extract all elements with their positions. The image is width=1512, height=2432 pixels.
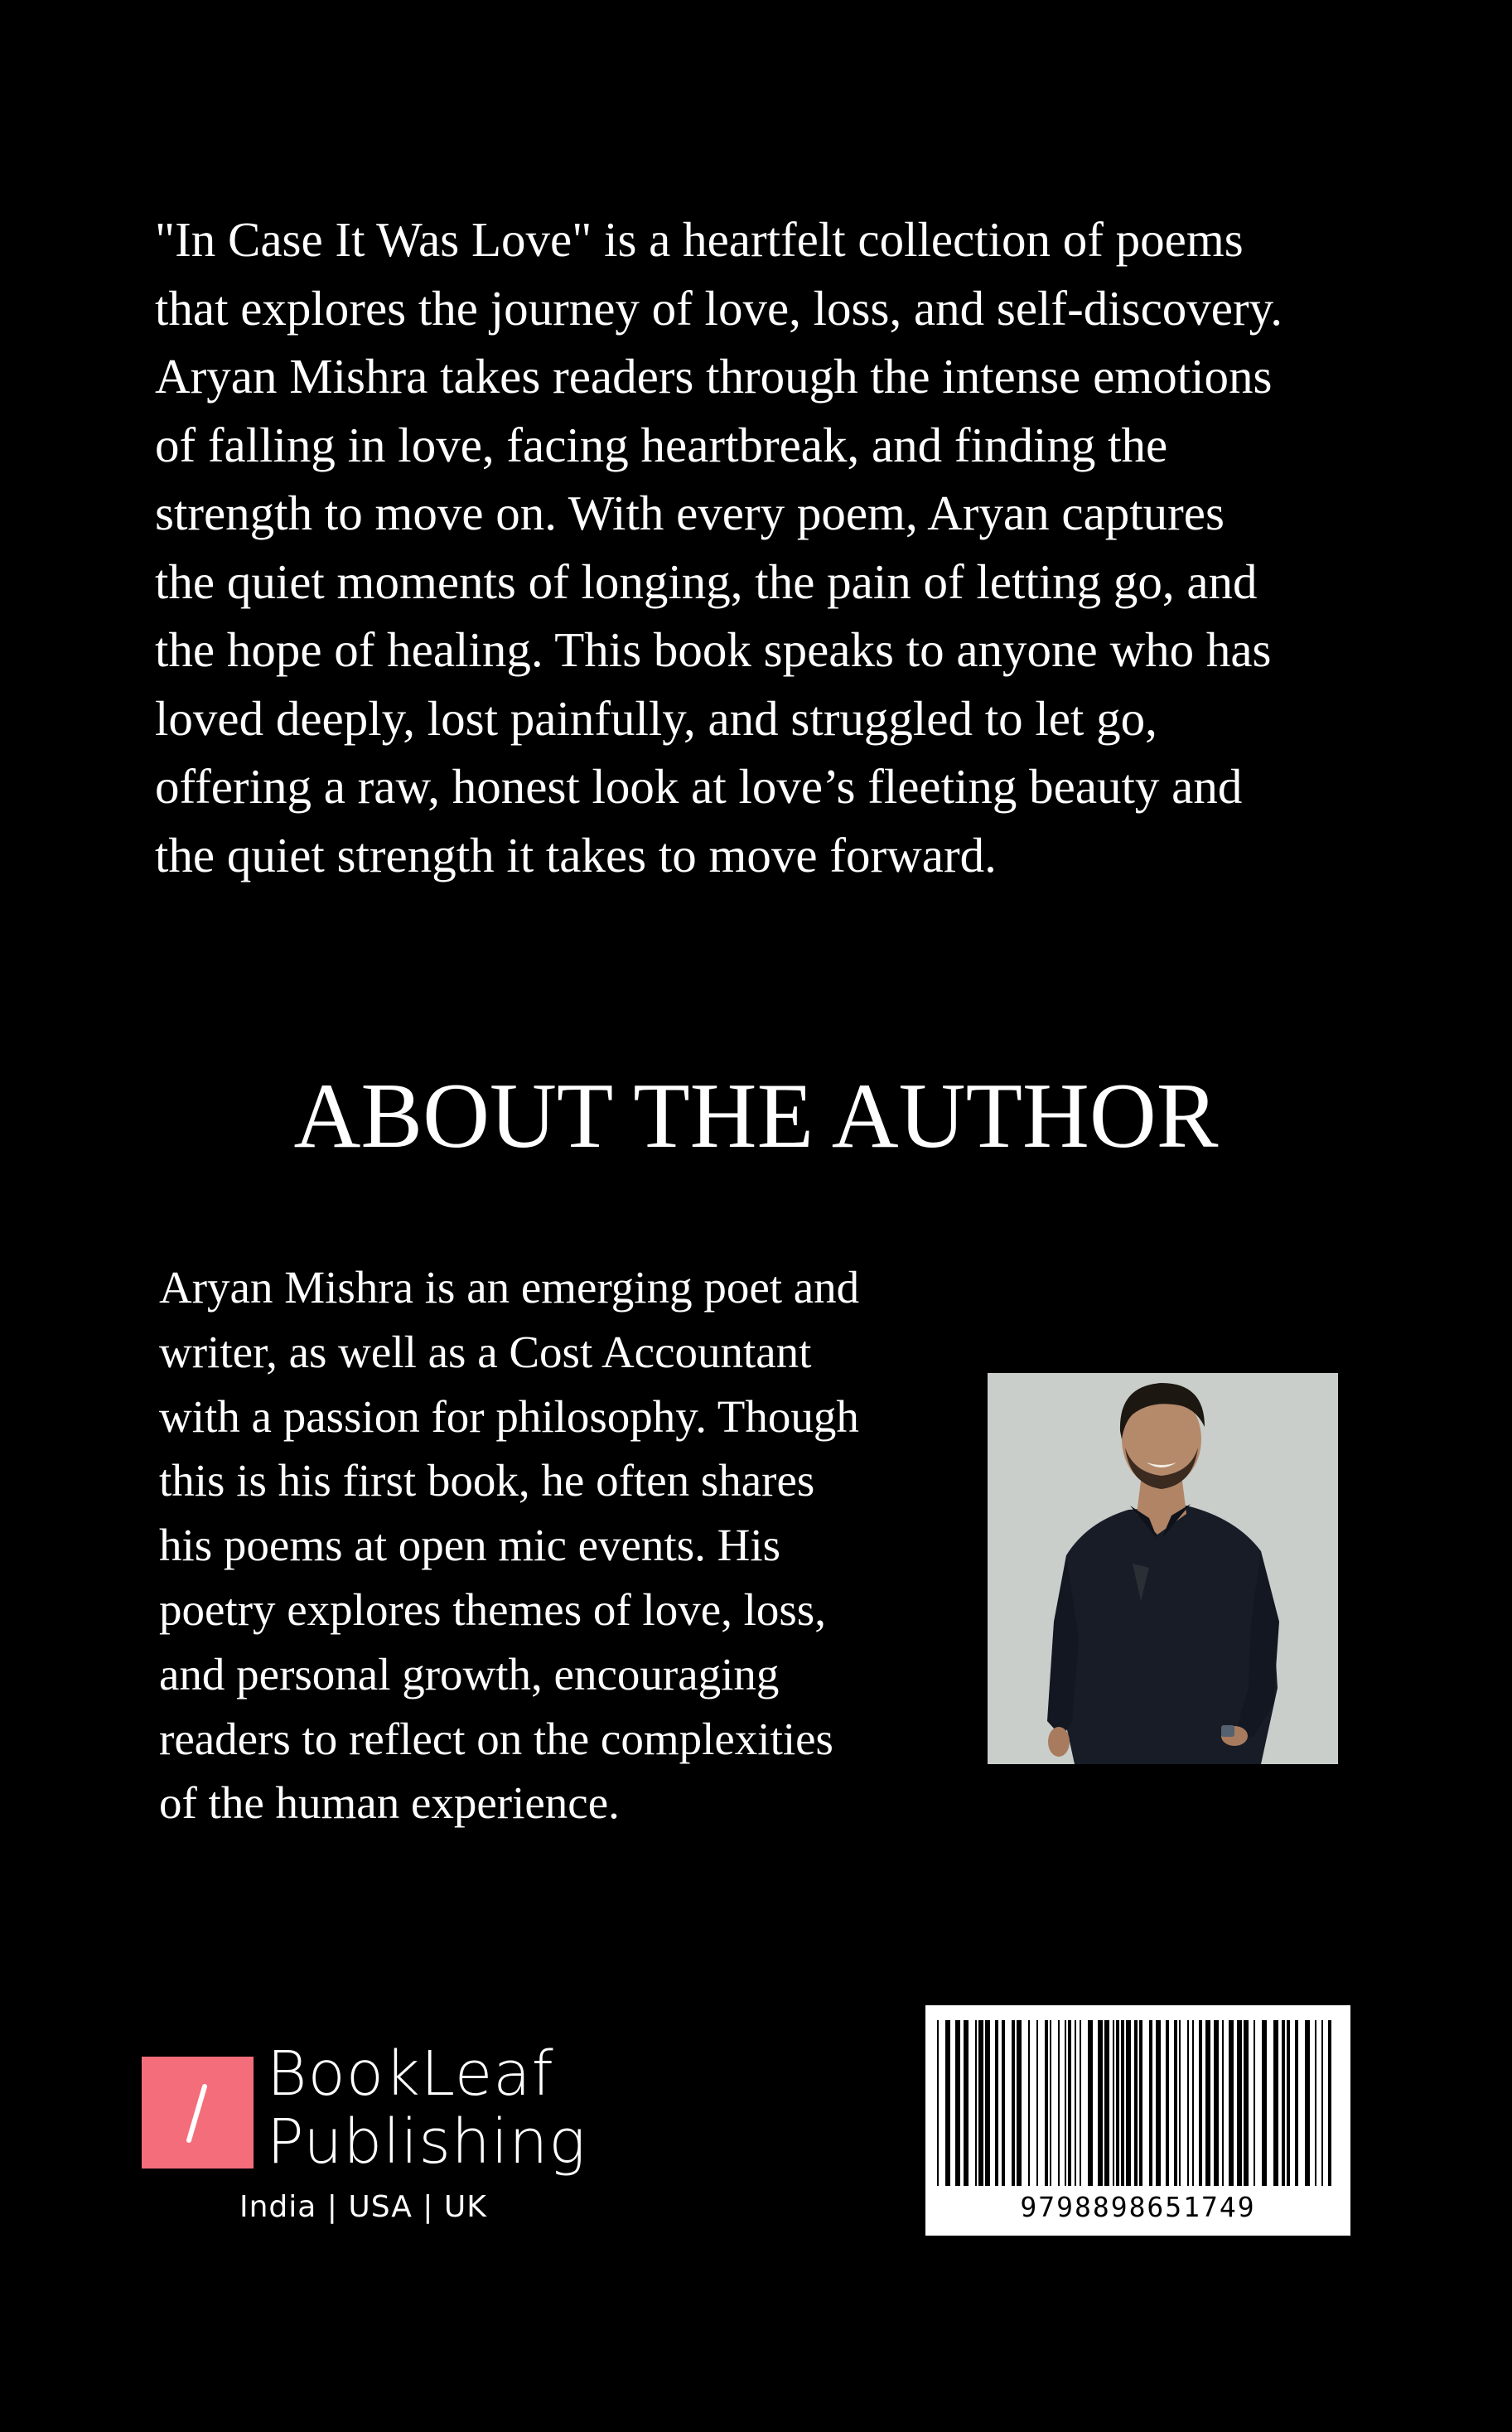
slash-icon — [142, 2057, 254, 2168]
barcode-bar — [1328, 2020, 1331, 2186]
barcode-bar — [1149, 2020, 1152, 2186]
bio-line: this is his first book, he often shares — [159, 1455, 815, 1506]
barcode-bar — [1199, 2020, 1202, 2186]
barcode-bar — [1244, 2020, 1249, 2186]
barcode-bar — [1058, 2020, 1060, 2186]
barcode-bar — [1113, 2020, 1114, 2186]
author-bio — [159, 1255, 954, 1835]
barcode-bar — [1080, 2020, 1081, 2186]
publisher-name — [267, 2040, 587, 2176]
barcode-bar — [1229, 2020, 1234, 2186]
barcode-bar — [1166, 2020, 1169, 2186]
about-author-heading: ABOUT THE AUTHOR — [293, 1065, 1219, 1168]
barcode-bar — [995, 2020, 998, 2186]
barcode-bar — [1121, 2020, 1124, 2186]
barcode-bar — [1126, 2020, 1131, 2186]
barcode-bar — [1065, 2020, 1066, 2186]
barcode-bar — [1104, 2020, 1109, 2186]
book-blurb — [155, 205, 1381, 889]
barcode-bar — [985, 2020, 990, 2186]
bookleaf-logo-icon — [142, 2057, 254, 2168]
barcode-bar — [1068, 2020, 1071, 2186]
barcode-bar — [1214, 2020, 1219, 2186]
barcode-bar — [1321, 2020, 1323, 2186]
author-photo — [988, 1373, 1338, 1764]
blurb-line: that explores the journey of love, loss, and self-discovery. — [155, 280, 1283, 336]
publisher-name-line2: Publishing — [267, 2106, 587, 2178]
barcode-bar — [945, 2020, 950, 2186]
barcode-bar — [1174, 2020, 1177, 2186]
barcode-bar — [1139, 2020, 1142, 2186]
barcode-bar — [1295, 2020, 1298, 2186]
barcode-bar — [1305, 2020, 1310, 2186]
bio-line: poetry explores themes of love, loss, — [159, 1583, 826, 1635]
bio-line: readers to reflect on the complexities — [159, 1713, 833, 1764]
barcode-bar — [1179, 2020, 1181, 2186]
publisher-name-line1: BookLeaf — [267, 2038, 554, 2110]
barcode-bar — [955, 2020, 960, 2186]
barcode-bar — [975, 2020, 977, 2186]
barcode-bar — [1287, 2020, 1290, 2186]
bio-line: his poems at open mic events. His — [159, 1520, 781, 1571]
barcode-bar — [1017, 2020, 1022, 2186]
blurb-line: of falling in love, facing heartbreak, and finding the — [155, 417, 1168, 472]
barcode-bar — [1254, 2020, 1255, 2186]
blurb-line: loved deeply, lost painfully, and struggled to let go, — [155, 690, 1157, 746]
barcode-bar — [1156, 2020, 1161, 2186]
isbn-number: 9798898651749 — [1020, 2191, 1256, 2223]
barcode-bar — [1012, 2020, 1015, 2186]
barcode-bar — [1098, 2020, 1103, 2186]
blurb-line: strength to move on. With every poem, Aryan captures — [155, 486, 1225, 540]
isbn-barcode — [925, 2005, 1350, 2236]
barcode-bar — [1088, 2020, 1093, 2186]
barcode-bar — [1187, 2020, 1189, 2186]
barcode-bar — [1134, 2020, 1138, 2186]
barcode-bar — [964, 2020, 969, 2186]
blurb-line: offering a raw, honest look at love’s fleeting beauty and — [155, 759, 1243, 814]
barcode-bar — [1075, 2020, 1076, 2186]
blurb-line: Aryan Mishra takes readers through the intense emotions — [155, 349, 1273, 404]
barcode-bar — [978, 2020, 983, 2186]
blurb-line: "In Case It Was Love" is a heartfelt collection of poems — [155, 212, 1244, 267]
barcode-bar — [1205, 2020, 1210, 2186]
barcode-bar — [1222, 2020, 1224, 2186]
barcode-bar — [1028, 2020, 1030, 2186]
blurb-line: the quiet moments of longing, the pain of letting go, and — [155, 554, 1258, 609]
barcode-bar — [1036, 2020, 1038, 2186]
barcode-bar — [1050, 2020, 1051, 2186]
bio-line: with a passion for philosophy. Though — [159, 1390, 859, 1442]
blurb-line: the hope of healing. This book speaks to anyone who has — [155, 622, 1272, 677]
bio-line: writer, as well as a Cost Accountant — [159, 1326, 812, 1377]
publisher-regions: India | USA | UK — [239, 2190, 487, 2224]
barcode-bar — [1237, 2020, 1242, 2186]
author-silhouette — [988, 1373, 1338, 1764]
barcode-bar — [1315, 2020, 1316, 2186]
barcode-bar — [937, 2020, 939, 2186]
bio-line: of the human experience. — [159, 1777, 620, 1829]
barcode-bar — [1045, 2020, 1048, 2186]
bio-line: and personal growth, encouraging — [159, 1648, 780, 1699]
barcode-bar — [1282, 2020, 1285, 2186]
barcode-bar — [1002, 2020, 1005, 2186]
barcode-bar — [1192, 2020, 1194, 2186]
barcode-bar — [1273, 2020, 1278, 2186]
blurb-line: the quiet strength it takes to move forward. — [155, 827, 997, 882]
barcode-bar — [1262, 2020, 1267, 2186]
bio-line: Aryan Mishra is an emerging poet and — [159, 1262, 860, 1313]
barcode-bar — [1116, 2020, 1119, 2186]
